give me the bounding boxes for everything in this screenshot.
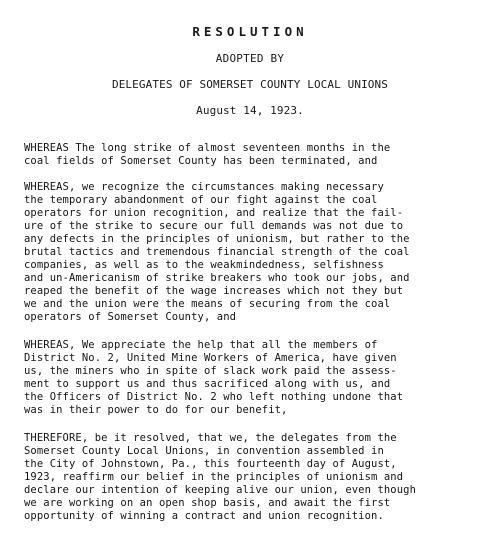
paragraph-line: reaped the benefit of the wage increases which not they but: [24, 285, 404, 297]
paragraph-line: WHEREAS, we recognize the circumstances making necessary: [24, 181, 384, 193]
paragraph-line: operators of Somerset County, and: [24, 311, 237, 323]
paragraph-line: THEREFORE, be it resolved, that we, the delegates from the: [24, 432, 397, 444]
paragraph-line: we and the union were the means of securing from the coal: [24, 298, 391, 310]
paragraph-line: the Officers of District No. 2 who left nothing undone that: [24, 391, 404, 403]
paragraph-line: 1923, reaffirm our belief in the principles of unionism and: [24, 471, 404, 483]
paragraph-line: WHEREAS, We appreciate the help that all the members of: [24, 339, 378, 351]
paragraph-line: coal fields of Somerset County has been terminated, and: [24, 155, 378, 167]
paragraph-line: ure of the strike to secure our full demands was not due to: [24, 220, 404, 232]
paragraph-line: ment to support us and thus sacrificed along with us, and: [24, 378, 391, 390]
paragraph-line: was in their power to do for our benefit,: [24, 404, 288, 416]
resolution-date: August 14, 1923.: [196, 104, 304, 117]
delegates-line: DELEGATES OF SOMERSET COUNTY LOCAL UNIONS: [111, 78, 389, 91]
paragraph-line: companies, as well as to the weakmindedness, selfishness: [24, 259, 384, 271]
paragraph-line: WHEREAS The long strike of almost seventeen months in the: [24, 142, 391, 154]
paragraph-line: brutal tactics and tremendous financial strength of the coal: [24, 246, 410, 258]
paragraph-line: Somerset County Local Unions, in convention assembled in: [24, 445, 384, 457]
adopted-by-line: ADOPTED BY: [215, 52, 285, 65]
paragraph-line: opportunity of winning a contract and union recognition.: [24, 510, 384, 522]
paragraph-line: District No. 2, United Mine Workers of America, have given: [24, 352, 397, 364]
paragraph-line: operators for union recognition, and realize that the fail-: [24, 207, 404, 219]
paragraph-line: the City of Johnstown, Pa., this fourteenth day of August,: [24, 458, 397, 470]
paragraph-line: us, the miners who in spite of slack work paid the assess-: [24, 365, 397, 377]
paragraph-line: the temporary abandonment of our fight against the coal: [24, 194, 378, 206]
paragraph-line: and un-Americanism of strike breakers who took our jobs, and: [24, 272, 410, 284]
paragraph-line: we are working on an open shop basis, and await the first: [24, 497, 391, 509]
paragraph-line: declare our intention of keeping alive our union, even though: [24, 484, 417, 496]
paragraph-line: any defects in the principles of unionism, but rather to the: [24, 233, 410, 245]
document-title: RESOLUTION: [192, 24, 308, 39]
